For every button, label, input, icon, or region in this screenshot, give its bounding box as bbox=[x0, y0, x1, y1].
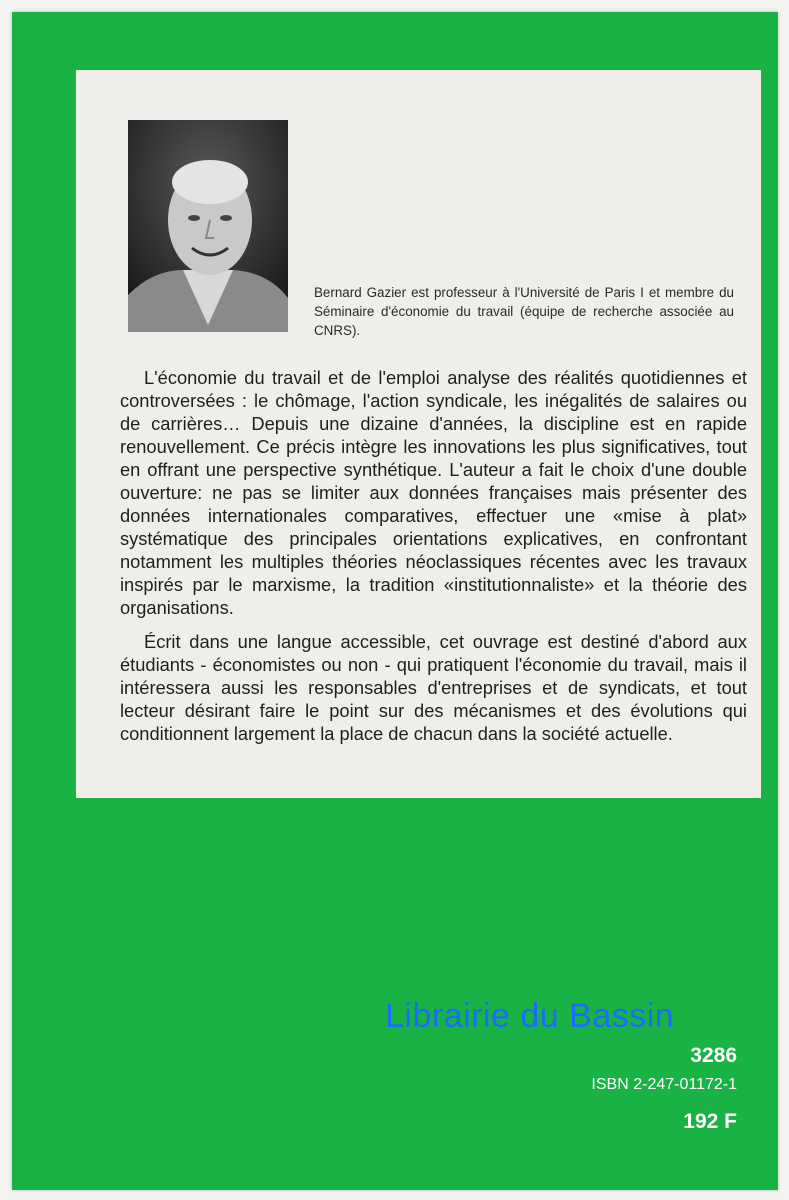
author-photo bbox=[128, 120, 288, 332]
text-panel bbox=[76, 70, 761, 798]
description-paragraph-2: Écrit dans une langue accessible, cet ouvrage est destiné d'abord aux étudiants - économistes ou non - qui pratiquent l'économie du travail, mais il intéressera aussi les responsables d'entreprises et de syndicats, et tout lecteur désirant faire le point sur des mécanismes et des évolutions qui conditionnent largement la place de chacun dans la société actuelle. bbox=[120, 631, 747, 744]
price: 192 F bbox=[683, 1110, 737, 1133]
catalog-number: 3286 bbox=[690, 1044, 737, 1067]
description-paragraph-1: L'économie du travail et de l'emploi analyse des réalités quotidiennes et controversées : le chômage, l'action syndicale, les inégalités de salaires ou de carrières… Depuis une dizaine d'années, la discipline est en rapide renouvellement. Ce précis intègre les innovations les plus significatives, tout en offrant une perspective synthétique. L'auteur a fait le choix d'une double ouverture: ne pas se limiter aux données françaises mais présenter des données internationales comparatives, effectuer une «mise à plat» systématique des principales orientations explicatives, en confrontant notamment les multiples théories néoclassiques récentes avec les travaux inspirés par le marxisme, la tradition «institutionnaliste» et la théorie des organisations. bbox=[120, 367, 747, 618]
bookseller-watermark: Librairie du Bassin bbox=[385, 997, 675, 1035]
author-bio: Bernard Gazier est professeur à l'Université de Paris I et membre du Séminaire d'économie du travail (équipe de recherche associée au CNRS). bbox=[314, 285, 734, 338]
isbn: ISBN 2-247-01172-1 bbox=[591, 1076, 737, 1093]
